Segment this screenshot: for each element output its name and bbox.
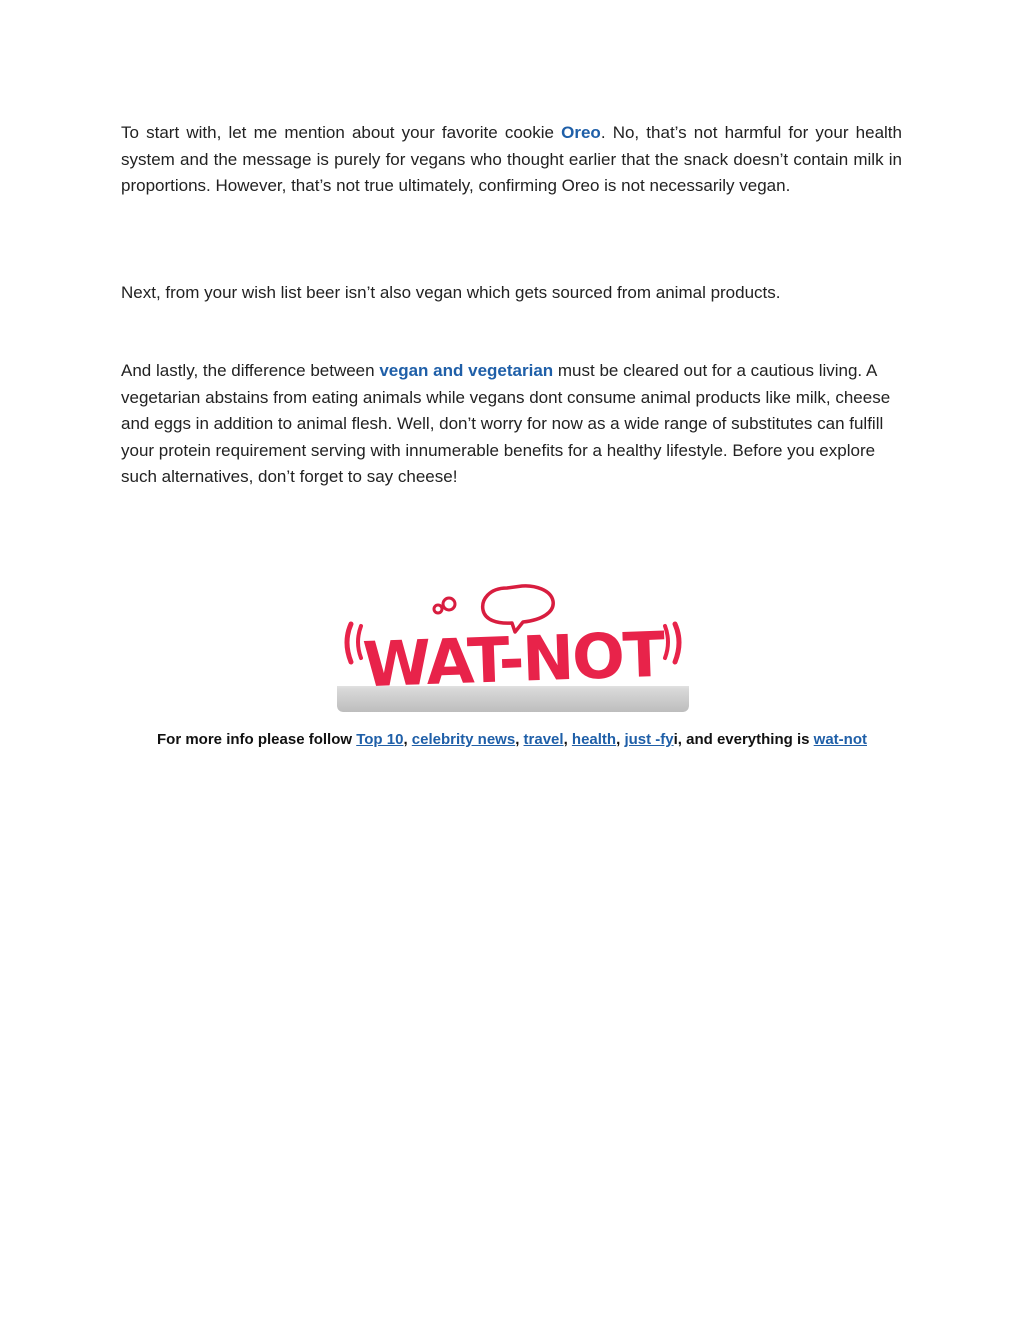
vegan-vegetarian-highlight: vegan and vegetarian xyxy=(379,361,554,380)
paragraph-oreo xyxy=(121,120,902,200)
link-just-fyi[interactable]: just -fy xyxy=(624,731,674,748)
paragraph-beer: Next, from your wish list beer isn’t also vegan which gets sourced from animal products. xyxy=(121,283,781,302)
logo-wordmark: WAT-NOT xyxy=(361,617,665,702)
footer-sep: , xyxy=(515,731,524,748)
link-celebrity-news[interactable]: celebrity news xyxy=(411,731,516,748)
paragraph-oreo-text-before: To start with, let me mention about your favorite cookie xyxy=(121,123,562,142)
footer-sep: , xyxy=(403,731,412,748)
paragraph-oreo-text-after: . No, that’s not harmful for your health system and the message is purely for vegans who thought earlier that the snack doesn’t contain milk in proportions. However, that’s not true ultimately, confirming Oreo is not necessarily vegan. xyxy=(121,123,902,195)
paragraph-vegan-text-before: And lastly, the difference between xyxy=(121,361,380,380)
footer-sep: , xyxy=(563,731,572,748)
paragraph-vegan-text-after: must be cleared out for a cautious living. A vegetarian abstains from eating animals while vegans dont consume animal products like milk, cheese and eggs in addition to animal flesh. Well, don’t worry for now as a wide range of substitutes can fulfill your protein requirement serving with innumerable benefits for a healthy lifestyle. Before you explore such alternatives, don’t forget to say cheese! xyxy=(121,361,891,486)
footer-middle: i, and everything is xyxy=(673,731,814,748)
paragraph-vegan-vegetarian xyxy=(121,358,902,491)
link-health[interactable]: health xyxy=(571,731,617,748)
link-travel[interactable]: travel xyxy=(523,731,564,748)
link-top-10[interactable]: Top 10 xyxy=(356,731,404,748)
footer-prefix: For more info please follow xyxy=(157,731,357,748)
wat-not-logo xyxy=(337,582,689,712)
footer-sep: , xyxy=(616,731,625,748)
oreo-highlight: Oreo xyxy=(561,123,601,142)
link-wat-not[interactable]: wat-not xyxy=(813,731,867,748)
footer-links xyxy=(0,731,1024,748)
wat-not-logo-graphic xyxy=(337,582,689,712)
